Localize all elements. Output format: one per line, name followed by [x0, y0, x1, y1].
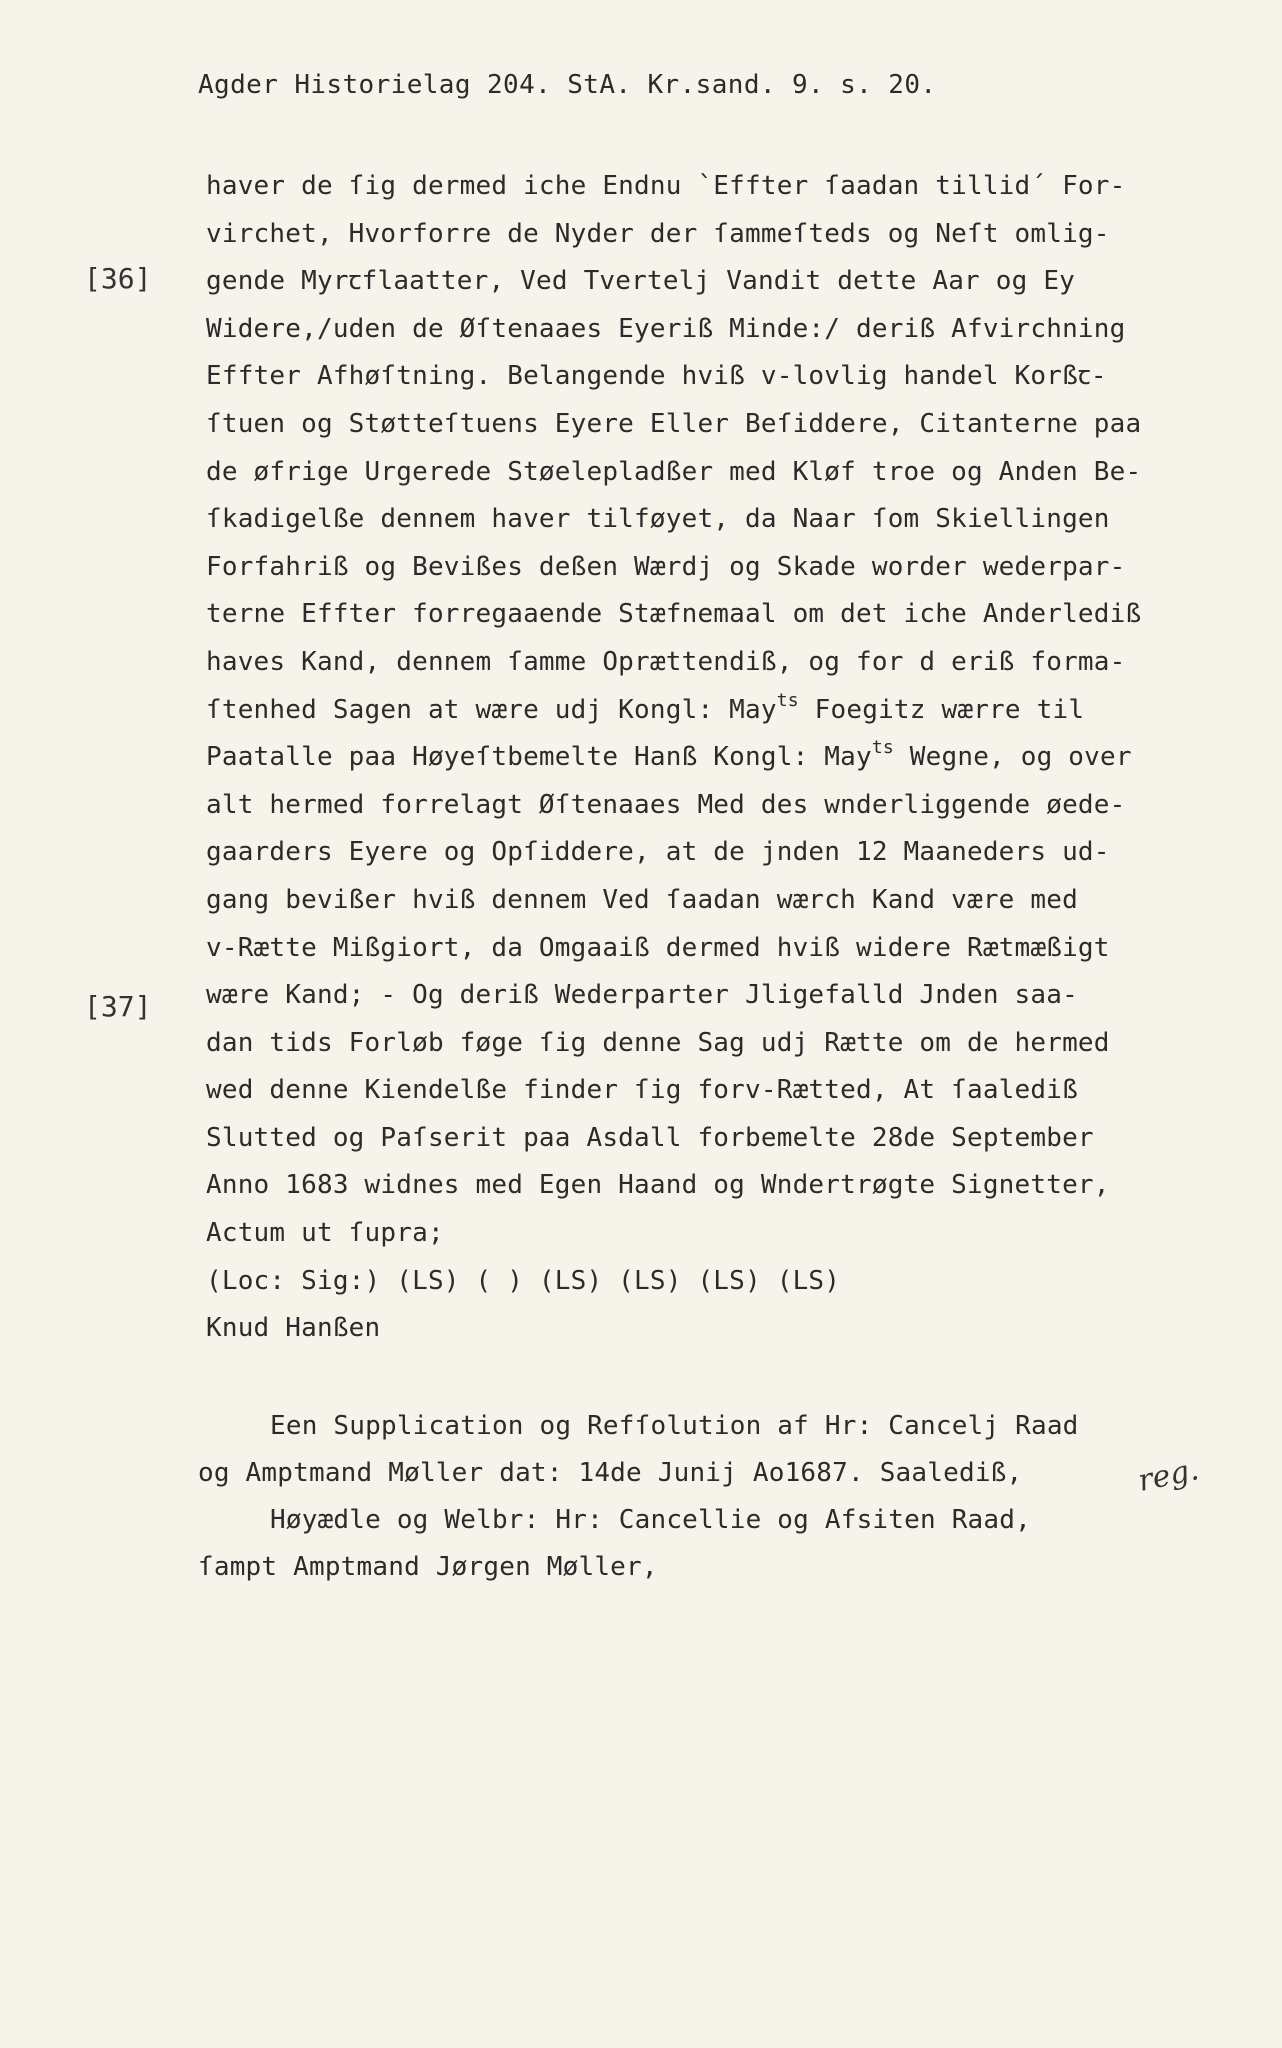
text-line: (Loc: Sig:) (LS) ( ) (LS) (LS) (LS) (LS)	[206, 1265, 841, 1296]
text-line: Widere,/uden de Øſtenaaes Eyeriß Minde:/ deriß Afvirchning	[206, 313, 1126, 344]
margin-ref-37: [37]	[84, 990, 152, 1023]
text-line: v-Rætte Mißgiort, da Omgaaiß dermed hviß widere Rætmæßigt	[206, 932, 1110, 963]
line-text-tail: Foegitz wærre til	[798, 694, 1085, 725]
text-line: Actum ut ſupra;	[206, 1218, 444, 1249]
text-line	[206, 734, 1132, 782]
text-line: haver de ſig dermed iche Endnu `Effter ſaadan tillid´ For-	[206, 171, 1126, 201]
text-line: wære Kand; - Og deriß Wederparter Jligefalld Jnden saa-	[206, 980, 1078, 1011]
text-line: gang bevißer hviß dennem Ved ſaadan wærch Kand være med	[206, 884, 1078, 915]
text-line: Effter Afhøſtning. Belangende hviß v-lovlig handel Korßꞇ-	[206, 361, 1107, 392]
text-line: terne Effter forregaaende Stæfnemaal om det iche Anderlediß	[206, 599, 1142, 630]
superscript-ts: ts	[871, 737, 894, 759]
text-line: wed denne Kiendelße finder ſig forv-Rætted, At ſaalediß	[206, 1075, 1078, 1106]
text-line: Knud Hanßen	[206, 1313, 381, 1344]
text-line: ſkadigelße dennem haver tilføyet, da Naar ſom Skiellingen	[206, 504, 1110, 535]
text-line: Slutted og Paſserit paa Asdall forbemelte 28de September	[206, 1122, 1094, 1153]
margin-ref-36: [36]	[84, 262, 152, 295]
line-text: Paatalle paa Høyeſtbemelte Hanß Kongl: May	[206, 742, 872, 773]
text-line: Een Supplication og Refſolution af Hr: Cancelj Raad	[270, 1411, 1079, 1441]
line-text: ſtenhed Sagen at wære udj Kongl: May	[206, 694, 777, 725]
supplication-section	[198, 1403, 1098, 1591]
text-line: og Amptmand Møller dat: 14de Junij Ao1687. Saalediß,	[198, 1458, 1023, 1488]
page-header: Agder Historielag 204. StA. Kr.sand. 9. s. 20.	[198, 70, 937, 100]
text-line: dan tids Forløb føge ſig denne Sag udj Rætte om de hermed	[206, 1027, 1110, 1058]
superscript-ts: ts	[776, 689, 799, 711]
line-text-tail: Wegne, og over	[893, 742, 1132, 773]
text-line: de øfrige Urgerede Støelepladßer med Kløf troe og Anden Be-	[206, 456, 1142, 487]
text-line: haves Kand, dennem ſamme Oprættendiß, og for d eriß forma-	[206, 646, 1126, 677]
text-line	[206, 687, 1106, 735]
margin-note-reg: reg.	[1135, 1452, 1202, 1499]
text-line: ſtuen og Støtteſtuens Eyere Eller Beſiddere, Citanterne paa	[206, 408, 1142, 439]
text-line: Høyædle og Welbr: Hr: Cancellie og Afsiten Raad,	[270, 1505, 1031, 1535]
text-line: gende Myrꞇflaatter, Ved Tvertelj Vandit dette Aar og Ey	[206, 266, 1076, 297]
text-line: alt hermed forrelagt Øſtenaaes Med des wnderliggende øede-	[206, 789, 1126, 820]
text-line: virchet, Hvorforre de Nyder der ſammeſteds og Neſt omlig-	[206, 218, 1110, 249]
transcription-body	[206, 163, 1142, 1353]
text-line: ſampt Amptmand Jørgen Møller,	[198, 1552, 658, 1582]
text-line: Anno 1683 widnes med Egen Haand og Wndertrøgte Signetter,	[206, 1170, 1110, 1201]
text-line: Forfahriß og Bevißes deßen Wærdj og Skade worder wederpar-	[206, 551, 1126, 582]
text-line: gaarders Eyere og Opſiddere, at de jnden 12 Maaneders ud-	[206, 837, 1110, 868]
